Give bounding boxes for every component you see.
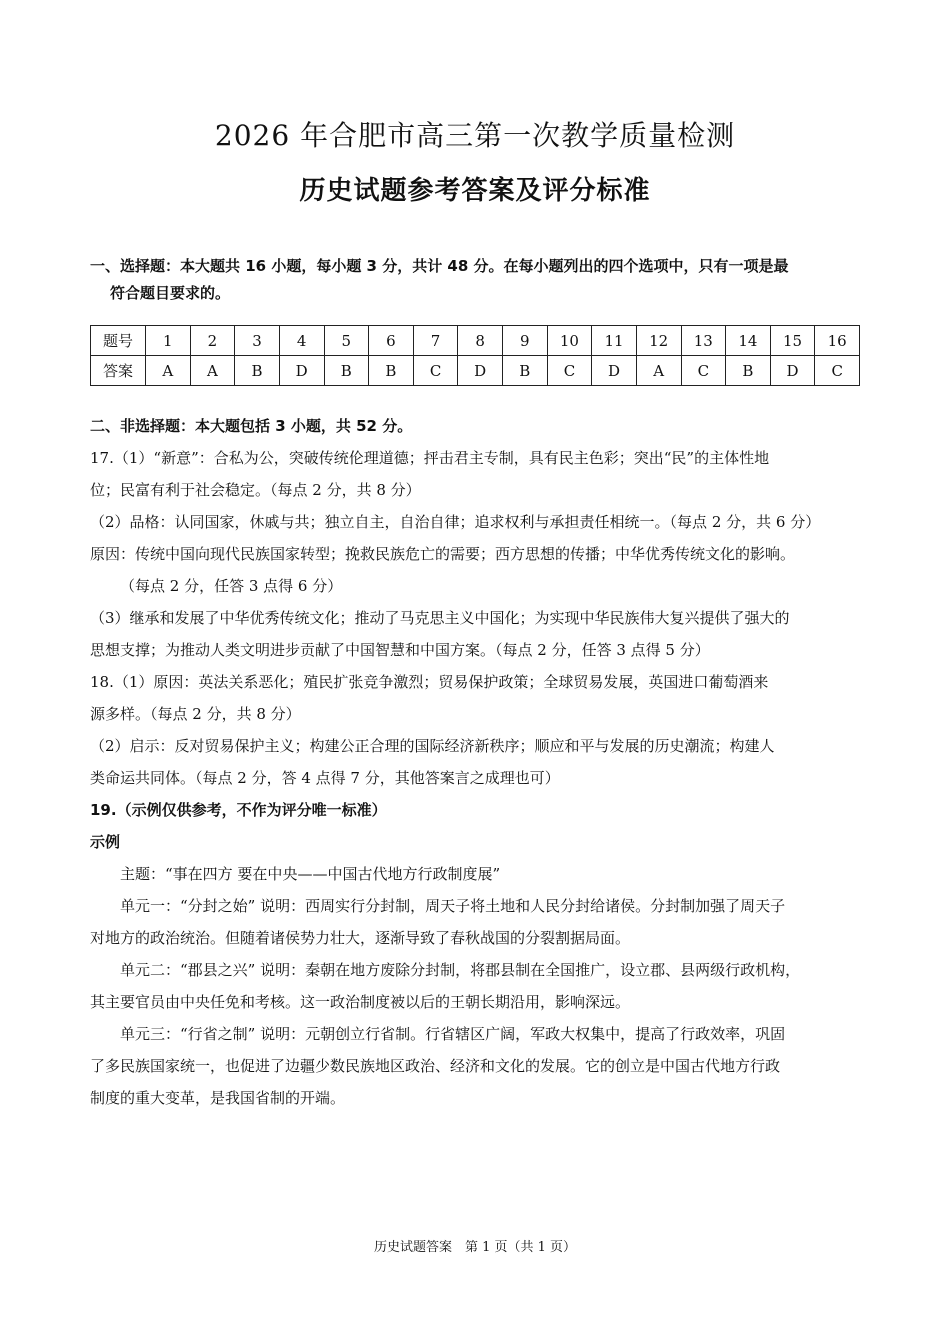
page-footer: 历史试题答案 第 1 页（共 1 页） (373, 1240, 577, 1255)
unit3-line1: 单元三：“行省之制” 说明：元朝创立行省制。行省辖区广阔，军政大权集中，提高了行政效率，巩固 (120, 1025, 786, 1043)
question-number: 14 (726, 326, 771, 356)
q17-part3-line2: 思想支撑；为推动人类文明进步贡献了中国智慧和中国方案。（每点 2 分，任答 3 点得 5 分） (90, 641, 710, 659)
theme-line: 主题：“事在四方 要在中央——中国古代地方行政制度展” (120, 865, 501, 883)
answer-cell: C (815, 356, 860, 386)
answer-cell: B (726, 356, 771, 386)
unit2-line2: 其主要官员由中央任免和考核。这一政治制度被以后的王朝长期沿用，影响深远。 (90, 993, 631, 1011)
answer-cell: D (770, 356, 815, 386)
unit3-line3: 制度的重大变革，是我国省制的开端。 (90, 1089, 346, 1107)
question-number: 5 (324, 326, 369, 356)
question-number: 13 (681, 326, 726, 356)
q18-part2-line2: 类命运共同体。（每点 2 分，答 4 点得 7 分，其他答案言之成理也可） (90, 769, 560, 787)
question-number: 1 (146, 326, 191, 356)
question-number: 6 (369, 326, 414, 356)
q17-part1-line1: 17.（1）“新意”：合私为公，突破传统伦理道德；抨击君主专制，具有民主色彩；突出“民”的主体性地 (90, 449, 770, 467)
question-number: 11 (592, 326, 637, 356)
q17-part2-line1: （2）品格：认同国家，休戚与共；独立自主，自治自律；追求权利与承担责任相统一。（每点 2 分，共 6 分） (90, 513, 821, 531)
row-label-number: 题号 (91, 326, 146, 356)
row-label-answer: 答案 (91, 356, 146, 386)
question-number: 4 (279, 326, 324, 356)
q18-part1-line2: 源多样。（每点 2 分，共 8 分） (90, 705, 301, 723)
answer-cell: B (369, 356, 414, 386)
question-number: 8 (458, 326, 503, 356)
question-number: 2 (190, 326, 235, 356)
answer-cell: A (190, 356, 235, 386)
question-number: 9 (503, 326, 548, 356)
answer-cell: D (458, 356, 503, 386)
answer-cell: D (592, 356, 637, 386)
question-number: 10 (547, 326, 592, 356)
example-label: 示例 (90, 833, 121, 851)
question-number: 3 (235, 326, 280, 356)
answer-cell: D (279, 356, 324, 386)
document-title: 2026 年合肥市高三第一次教学质量检测 (214, 119, 736, 152)
answer-cell: C (547, 356, 592, 386)
question-number: 7 (413, 326, 458, 356)
answer-cell: A (636, 356, 681, 386)
section-1-line-1: 一、选择题：本大题共 16 小题，每小题 3 分，共计 48 分。在每小题列出的四个选项中，只有一项是最 (90, 257, 789, 275)
q17-part3-line1: （3）继承和发展了中华优秀传统文化；推动了马克思主义中国化；为实现中华民族伟大复兴提供了强大的 (90, 609, 790, 627)
answer-cell: C (681, 356, 726, 386)
section-1-line-2: 符合题目要求的。 (110, 284, 231, 302)
answer-cell: C (413, 356, 458, 386)
table-row-answers (91, 356, 860, 386)
question-number: 12 (636, 326, 681, 356)
unit2-line1: 单元二：“郡县之兴” 说明：秦朝在地方废除分封制，将郡县制在全国推广，设立郡、县两级行政机构， (120, 961, 801, 979)
unit1-line2: 对地方的政治统治。但随着诸侯势力壮大，逐渐导致了春秋战国的分裂割据局面。 (90, 929, 631, 947)
q19-heading: 19.（示例仅供参考，不作为评分唯一标准） (90, 801, 387, 819)
answer-cell: A (146, 356, 191, 386)
section-2 (90, 410, 860, 1114)
unit1-line1: 单元一：“分封之始” 说明：西周实行分封制，周天子将土地和人民分封给诸侯。分封制加强了周天子 (120, 897, 786, 915)
q18-part2-line1: （2）启示：反对贸易保护主义；构建公正合理的国际经济新秩序；顺应和平与发展的历史潮流；构建人 (90, 737, 775, 755)
answer-cell: B (503, 356, 548, 386)
answer-table (90, 325, 860, 386)
document-subtitle: 历史试题参考答案及评分标准 (299, 176, 651, 206)
question-number: 15 (770, 326, 815, 356)
section-1-heading (90, 253, 860, 307)
q17-part2-line3: （每点 2 分，任答 3 点得 6 分） (120, 577, 343, 595)
answer-cell: B (324, 356, 369, 386)
answer-cell: B (235, 356, 280, 386)
question-number: 16 (815, 326, 860, 356)
q18-part1-line1: 18.（1）原因：英法关系恶化；殖民扩张竞争激烈；贸易保护政策；全球贸易发展，英国进口葡萄酒来 (90, 673, 769, 691)
q17-part2-line2: 原因：传统中国向现代民族国家转型；挽救民族危亡的需要；西方思想的传播；中华优秀传统文化的影响。 (90, 545, 796, 563)
table-row-numbers (91, 326, 860, 356)
section-2-heading: 二、非选择题：本大题包括 3 小题，共 52 分。 (90, 417, 413, 435)
q17-part1-line2: 位；民富有利于社会稳定。（每点 2 分，共 8 分） (90, 481, 421, 499)
unit3-line2: 了多民族国家统一，也促进了边疆少数民族地区政治、经济和文化的发展。它的创立是中国古代地方行政 (90, 1057, 781, 1075)
